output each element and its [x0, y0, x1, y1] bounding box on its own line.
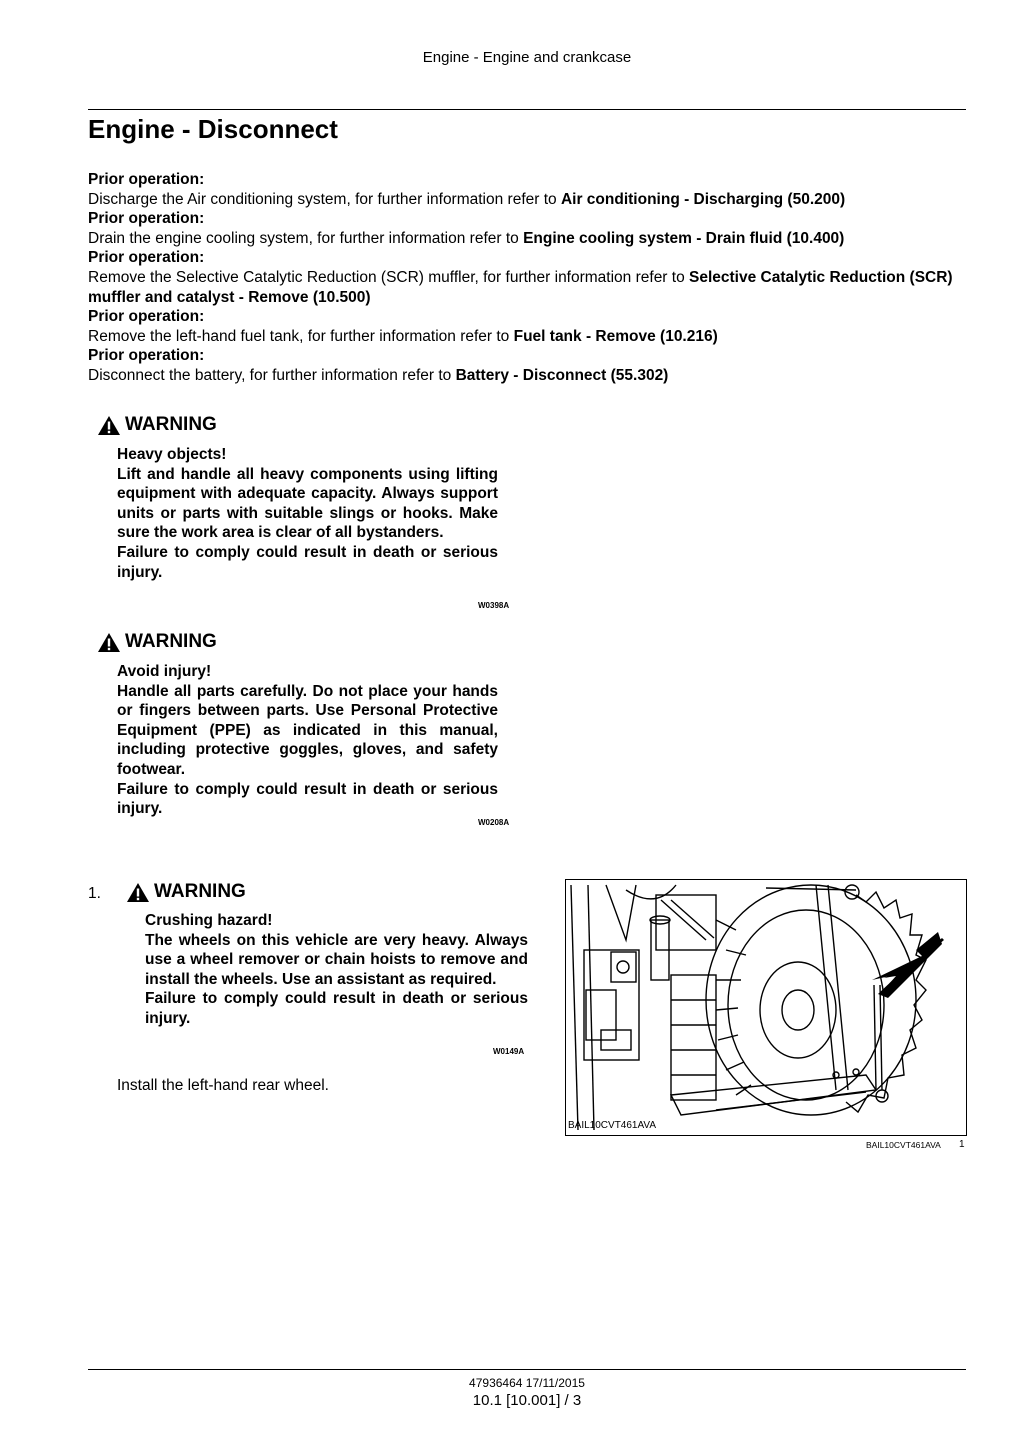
warning-code: W0398A [478, 601, 510, 610]
warning-title: Crushing hazard! [145, 912, 273, 929]
prior-operation-4 [88, 307, 968, 346]
warning-text: The wheels on this vehicle are very heavy. Always use a wheel remover or chain hoists to remove and install the wheels. Use an assistant as required. [145, 931, 528, 988]
prior-operation-reference[interactable]: Selective Catalytic Reduction (SCR) muffler and catalyst - Remove (10.500) [88, 268, 953, 306]
warning-triangle-icon [126, 882, 150, 903]
footer-rule [88, 1369, 966, 1370]
prior-operation-label: Prior operation: [88, 249, 205, 267]
warning-label: WARNING [125, 631, 217, 652]
warning-text: Handle all parts carefully. Do not place your hands or fingers between parts. Use Personal Protective Equipment (PPE) as indicated in this manual, including protective goggles, gloves, and safety footwear. [117, 682, 498, 778]
footer-page-number: 10.1 [10.001] / 3 [472, 1392, 582, 1409]
warning-title: Avoid injury! [117, 663, 212, 680]
warning-label: WARNING [125, 414, 217, 435]
warning-heading [97, 631, 217, 653]
footer-document-id: 47936464 17/11/2015 [469, 1376, 585, 1390]
warning-code: W0149A [493, 1047, 525, 1056]
warning-title: Heavy objects! [117, 446, 227, 463]
prior-operation-reference[interactable]: Air conditioning - Discharging (50.200) [560, 190, 846, 208]
warning-triangle-icon [97, 415, 121, 436]
warning-code: W0208A [478, 818, 510, 827]
header-rule [88, 109, 966, 110]
figure-inner-label: BAIL10CVT461AVA [568, 1120, 657, 1131]
warning-consequence: Failure to comply could result in death or serious injury. [117, 780, 498, 818]
warning-body [117, 445, 498, 582]
warning-body [145, 911, 528, 1029]
prior-operation-5 [88, 346, 968, 385]
warning-heading [97, 414, 217, 436]
step-number: 1. [88, 885, 101, 902]
prior-operation-reference[interactable]: Battery - Disconnect (55.302) [455, 366, 669, 384]
prior-operation-text: Drain the engine cooling system, for further information refer to [88, 229, 524, 247]
prior-operation-label: Prior operation: [88, 171, 205, 188]
warning-triangle-icon [97, 632, 121, 653]
prior-operation-text: Disconnect the battery, for further information refer to [88, 366, 456, 384]
figure-wheel-install [565, 879, 967, 1136]
prior-operation-label: Prior operation: [88, 210, 205, 228]
warning-text: Lift and handle all heavy components using lifting equipment with adequate capacity. Always support units or parts with suitable slings or hooks. Make sure the work area is clear of all bystanders. [117, 465, 498, 542]
figure-number: 1 [959, 1139, 965, 1150]
wheel-remover-illustration [566, 880, 966, 1135]
warning-label: WARNING [154, 881, 246, 902]
prior-operation-1 [88, 170, 968, 209]
prior-operation-reference[interactable]: Engine cooling system - Drain fluid (10.400) [523, 229, 845, 247]
warning-heading [126, 881, 246, 903]
prior-operation-label: Prior operation: [88, 308, 205, 326]
warning-consequence: Failure to comply could result in death or serious injury. [117, 543, 498, 581]
prior-operation-text: Remove the Selective Catalytic Reduction (SCR) muffler, for further information refer to [88, 268, 690, 286]
prior-operation-label: Prior operation: [88, 347, 205, 365]
warning-consequence: Failure to comply could result in death or serious injury. [145, 990, 528, 1027]
page-title: Engine - Disconnect [88, 114, 338, 144]
prior-operation-reference[interactable]: Fuel tank - Remove (10.216) [513, 327, 718, 345]
prior-operation-text: Discharge the Air conditioning system, for further information refer to [88, 190, 561, 208]
prior-operation-3 [88, 248, 968, 307]
prior-operation-2 [88, 209, 968, 248]
step-instruction: Install the left-hand rear wheel. [117, 1077, 329, 1094]
prior-operation-text: Remove the left-hand fuel tank, for further information refer to [88, 327, 514, 345]
prior-operations [88, 170, 968, 386]
figure-caption: BAIL10CVT461AVA [866, 1140, 941, 1150]
warning-body [117, 662, 498, 819]
running-header: Engine - Engine and crankcase [422, 49, 632, 66]
